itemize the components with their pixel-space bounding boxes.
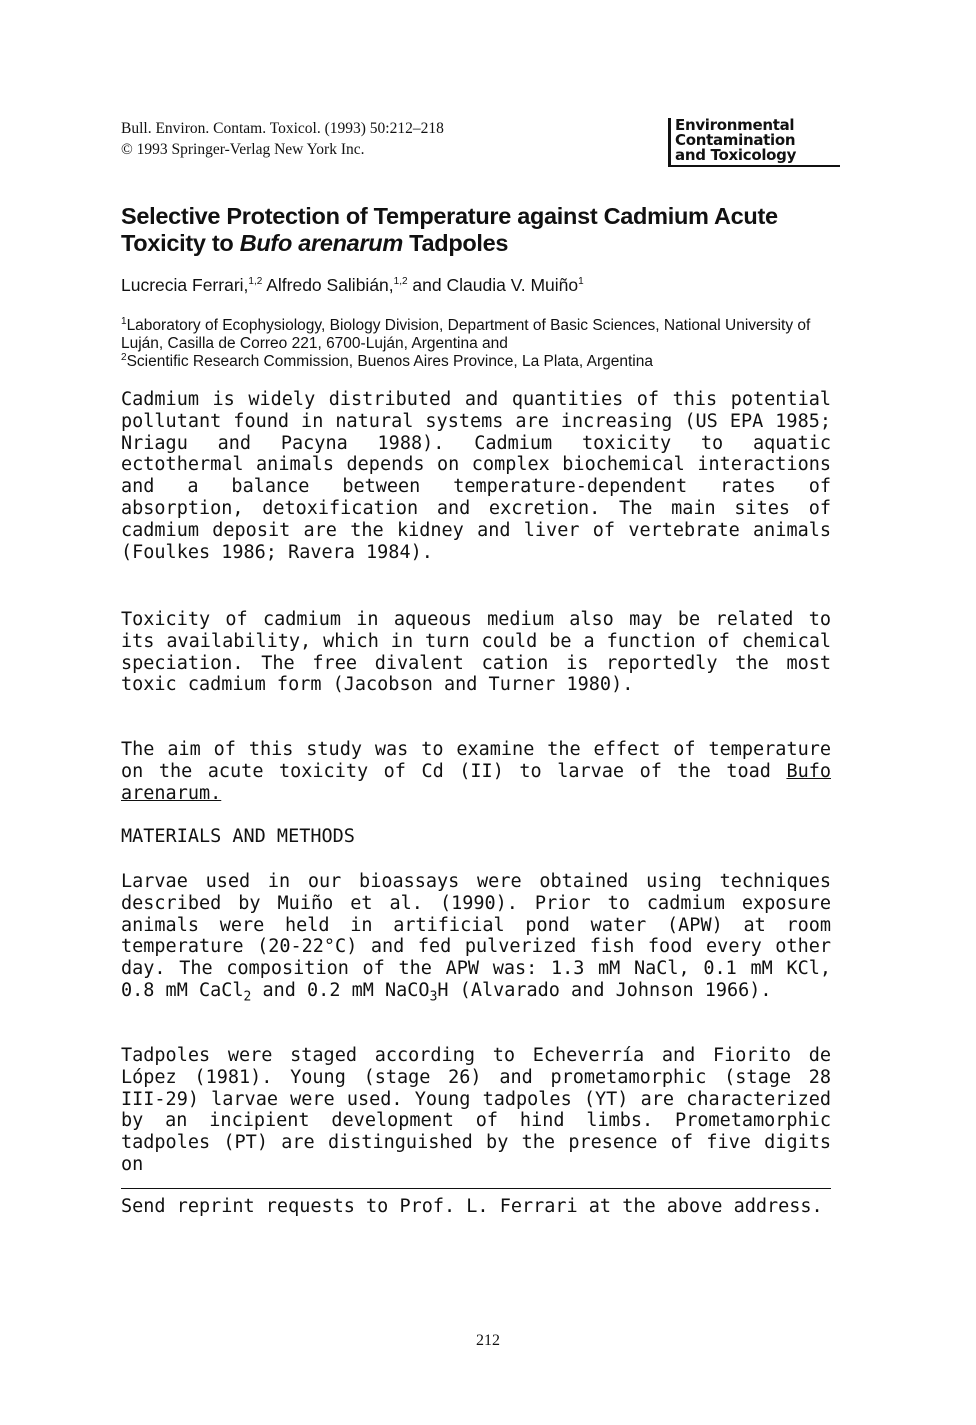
affiliation-marker: 1 bbox=[578, 276, 584, 288]
author-name: and Claudia V. Muiño bbox=[407, 275, 579, 295]
paragraph-text: Larvae used in our bioassays were obtained using techniques described by Muiño et al. (1990). Prior to cadmium exposure animals were held in artificial pond water (APW) at room temperature (20-22°C) and fed pulverized fish food every other day. The composition of the APW was: 1.3 mM NaCl, 0.1 mM KCl, 0.8 mM CaCl bbox=[121, 871, 831, 1001]
paragraph-text: and 0.2 mM NaCO bbox=[251, 979, 430, 1001]
author-name: Lucrecia Ferrari, bbox=[121, 275, 249, 295]
citation-line: Bull. Environ. Contam. Toxicol. (1993) 50:212–218 bbox=[121, 120, 444, 137]
body-paragraph bbox=[121, 739, 831, 804]
affiliation-marker: 1,2 bbox=[248, 276, 263, 288]
author-name: Alfredo Salibián, bbox=[262, 275, 394, 295]
body-paragraph bbox=[121, 871, 831, 1005]
footnote: Send reprint requests to Prof. L. Ferrari at the above address. bbox=[121, 1196, 823, 1217]
paragraph-text: The aim of this study was to examine the effect of temperature on the acute toxicity of Cd (II) to larvae of the toad bbox=[121, 739, 831, 782]
subscript: 3 bbox=[429, 989, 438, 1005]
copyright-line: © 1993 Springer-Verlag New York Inc. bbox=[121, 141, 365, 158]
citation-block bbox=[121, 118, 444, 160]
title-text-end: Tadpoles bbox=[402, 230, 509, 256]
article-title bbox=[121, 203, 841, 257]
paragraph-text: H (Alvarado and Johnson 1966). bbox=[437, 979, 772, 1001]
author-list bbox=[121, 274, 584, 296]
affiliation-text: Scientific Research Commission, Buenos Aires Province, La Plata, Argentina bbox=[126, 353, 653, 370]
affiliation-marker: 1 bbox=[121, 315, 127, 327]
species-genus-underlined: Bufo bbox=[786, 760, 831, 782]
section-heading: MATERIALS AND METHODS bbox=[121, 826, 355, 847]
title-text: Selective Protection of Temperature against Cadmium Acute Toxicity to bbox=[121, 203, 778, 256]
journal-logo bbox=[668, 118, 840, 167]
page-number: 212 bbox=[476, 1332, 500, 1349]
journal-logo-line: Contamination bbox=[675, 131, 796, 149]
affiliation-marker: 2 bbox=[121, 351, 127, 363]
affiliation-marker: 1,2 bbox=[393, 276, 408, 288]
species-name-underlined: arenarum. bbox=[121, 782, 222, 804]
title-species-italic: Bufo arenarum bbox=[239, 230, 403, 256]
affiliation-text: Laboratory of Ecophysiology, Biology Division, Department of Basic Sciences, National University of Luján, Casilla de Correo 221, 6700-Luján, Argentina and bbox=[121, 317, 811, 352]
journal-logo-line: Environmental bbox=[675, 116, 795, 134]
footnote-divider bbox=[121, 1188, 831, 1189]
journal-logo-line: and Toxicology bbox=[675, 146, 797, 164]
affiliations bbox=[121, 317, 841, 371]
body-paragraph: Cadmium is widely distributed and quantities of this potential pollutant found in natural systems are increasing (US EPA 1985; Nriagu and Pacyna 1988). Cadmium toxicity to aquatic ectothermal animals depends on complex biochemical interactions and a balance between temperature-dependent rates of absorption, detoxification and excretion. The main sites of cadmium deposit are the kidney and liver of vertebrate animals (Foulkes 1986; Ravera 1984). bbox=[121, 389, 831, 563]
subscript: 2 bbox=[243, 989, 252, 1005]
body-paragraph: Tadpoles were staged according to Echeverría and Fiorito de López (1981). Young (stage 26) and prometamorphic (stage 28 III-29) larvae were used. Young tadpoles (YT) are characterized by an incipient development of hind limbs. Prometamorphic tadpoles (PT) are distinguished by the presence of five digits on bbox=[121, 1045, 831, 1175]
body-paragraph: Toxicity of cadmium in aqueous medium also may be related to its availability, which in turn could be a function of chemical speciation. The free divalent cation is reportedly the most toxic cadmium form (Jacobson and Turner 1980). bbox=[121, 609, 831, 696]
